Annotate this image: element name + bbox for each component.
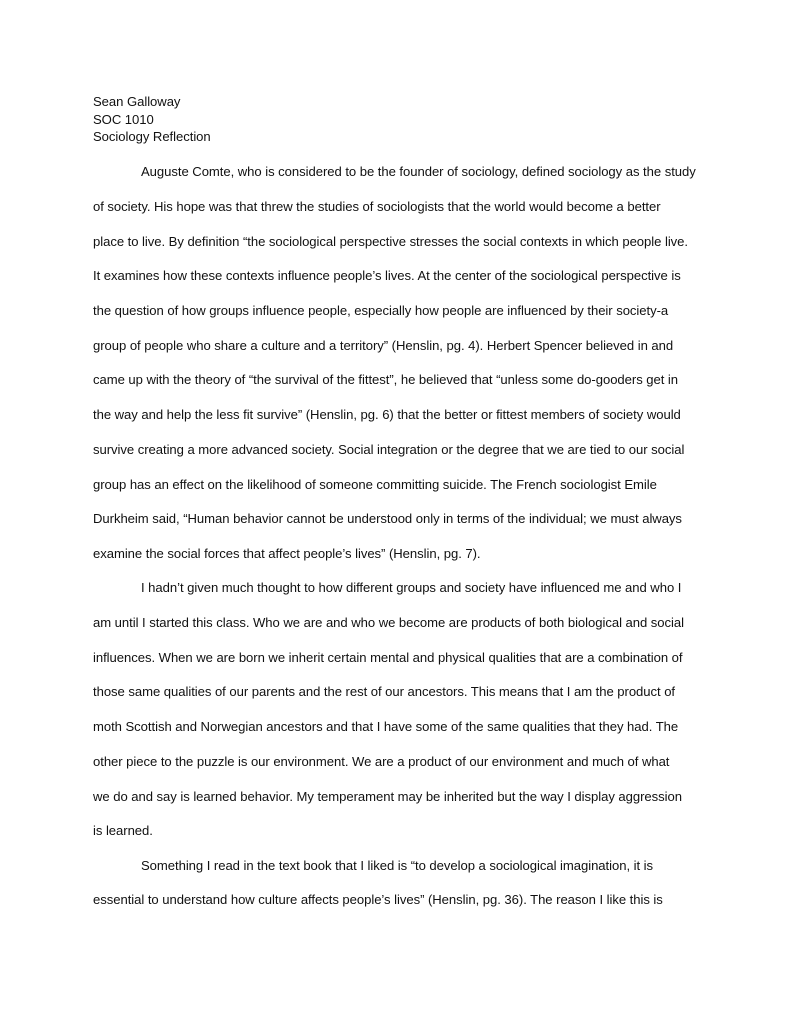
text-line: of society. His hope was that threw the studies of sociologists that the world would become a better bbox=[93, 199, 661, 214]
text-line: Something I read in the text book that I liked is “to develop a sociological imagination, it is bbox=[141, 858, 654, 873]
text-line: It examines how these contexts influence people’s lives. At the center of the sociological perspective is bbox=[93, 268, 681, 283]
text-line: is learned. bbox=[93, 823, 153, 838]
author-name: Sean Galloway bbox=[93, 94, 181, 109]
text-line: examine the social forces that affect people’s lives” (Henslin, pg. 7). bbox=[93, 546, 481, 561]
text-line: those same qualities of our parents and the rest of our ancestors. This means that I am the product of bbox=[93, 684, 676, 699]
text-line: came up with the theory of “the survival of the fittest”, he believed that “unless some do-gooders get in bbox=[93, 372, 679, 387]
course-code: SOC 1010 bbox=[93, 111, 154, 127]
text-line: group has an effect on the likelihood of someone committing suicide. The French sociologist Emile bbox=[93, 477, 657, 492]
text-line: survive creating a more advanced society. Social integration or the degree that we are tied to our social bbox=[93, 442, 685, 457]
text-line: place to live. By definition “the sociological perspective stresses the social contexts in which people live. bbox=[93, 234, 688, 249]
text-line: am until I started this class. Who we are and who we become are products of both biological and social bbox=[93, 615, 684, 630]
text-line: essential to understand how culture affects people’s lives” (Henslin, pg. 36). The reason I like this is bbox=[93, 892, 663, 907]
text-line: Durkheim said, “Human behavior cannot be understood only in terms of the individual; we must always bbox=[93, 511, 682, 526]
text-line: group of people who share a culture and a territory” (Henslin, pg. 4). Herbert Spencer believed in and bbox=[93, 338, 674, 353]
text-line: the question of how groups influence people, especially how people are influenced by their society-a bbox=[93, 303, 669, 318]
text-line: other piece to the puzzle is our environment. We are a product of our environment and much of what bbox=[93, 754, 670, 769]
text-line: Auguste Comte, who is considered to be the founder of sociology, defined sociology as the study bbox=[141, 164, 696, 179]
text-line: we do and say is learned behavior. My temperament may be inherited but the way I display aggression bbox=[93, 789, 682, 804]
assignment-title: Sociology Reflection bbox=[93, 129, 211, 145]
text-line: the way and help the less fit survive” (Henslin, pg. 6) that the better or fittest members of society would bbox=[93, 407, 681, 422]
text-line: influences. When we are born we inherit certain mental and physical qualities that are a combination of bbox=[93, 650, 683, 665]
text-line: I hadn’t given much thought to how different groups and society have influenced me and who I bbox=[141, 580, 682, 595]
document-header bbox=[93, 93, 211, 146]
text-line: moth Scottish and Norwegian ancestors and that I have some of the same qualities that they had. The bbox=[93, 719, 679, 734]
